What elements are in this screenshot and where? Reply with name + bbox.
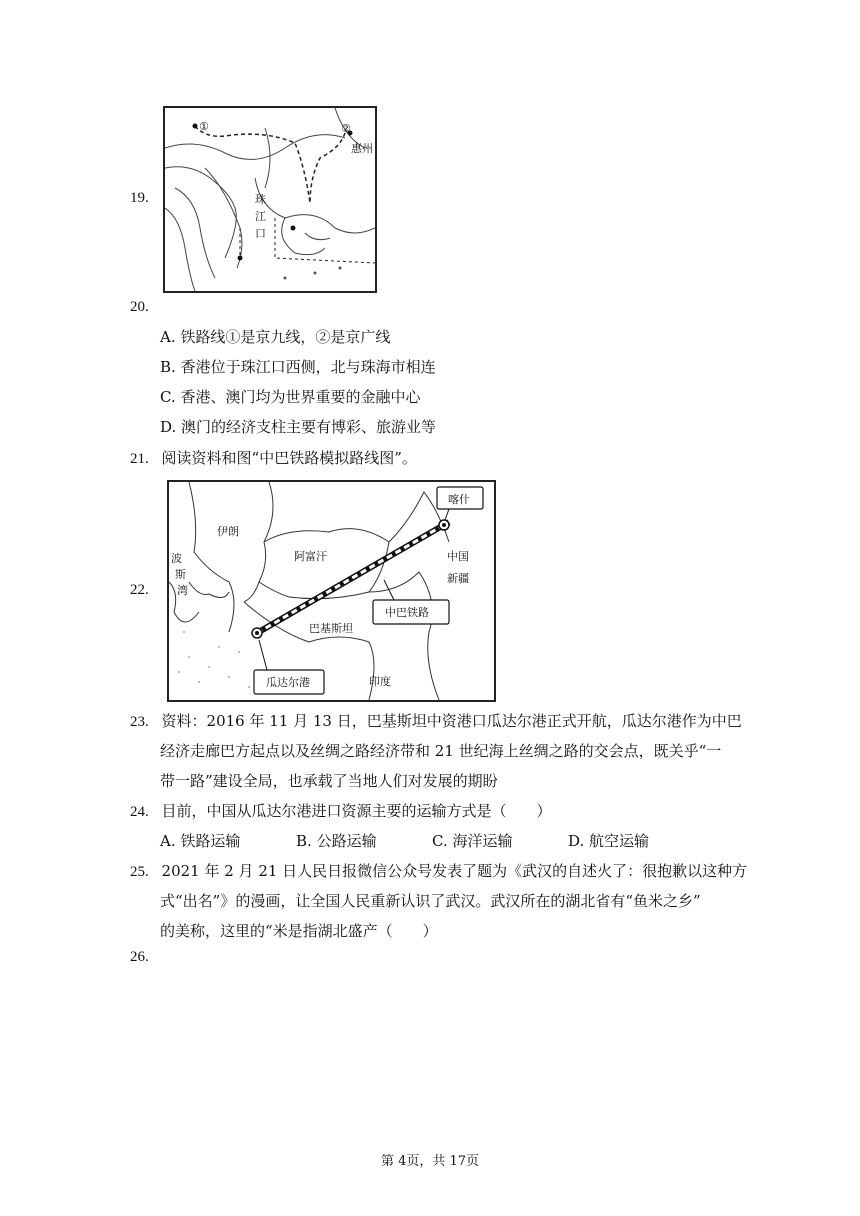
question-25-text-1: 2021 年 2 月 21 日人民日报微信公众号发表了题为《武汉的自述火了：很抱歉以这种方 xyxy=(161,862,748,880)
question-23-text-1: 资料：2016 年 11 月 13 日，巴基斯坦中资港口瓜达尔港正式开航，瓜达尔港作为中巴 xyxy=(161,712,742,730)
question-22-number: 22. xyxy=(130,582,149,598)
option-text: 香港、澳门均为世界重要的金融中心 xyxy=(180,388,421,406)
option-text: 海洋运输 xyxy=(452,832,513,850)
option-text: 铁路运输 xyxy=(180,832,241,850)
xinjiang-label: 新疆 xyxy=(447,572,469,585)
option-text: 航空运输 xyxy=(589,832,650,850)
question-23-line1 xyxy=(130,706,742,737)
q20-option-b[interactable] xyxy=(160,352,436,382)
gulf-label-1: 波 xyxy=(171,552,182,565)
question-25-text-2: 式“出名”》的漫画，让全国人民重新认识了武汉。武汉所在的湖北省有“鱼米之乡” xyxy=(160,892,701,910)
india-label: 印度 xyxy=(369,675,391,688)
q20-option-a[interactable] xyxy=(160,322,390,352)
gwadar-label: 瓜达尔港 xyxy=(266,676,310,689)
question-21-text: 阅读资料和图“中巴铁路模拟路线图”。 xyxy=(161,449,417,467)
estuary-label-1: 珠 xyxy=(255,193,266,206)
q20-option-d[interactable] xyxy=(160,412,436,442)
question-19-number: 19. xyxy=(130,190,149,206)
question-25-text-3: 的美称，这里的“米是指湖北盛产（ ） xyxy=(160,922,438,940)
huizhou-label: 惠州 xyxy=(351,142,373,155)
kashgar-label: 喀什 xyxy=(448,493,470,506)
option-text: 香港位于珠江口西侧，北与珠海市相连 xyxy=(180,358,436,376)
question-21-number: 21. xyxy=(130,451,149,467)
option-text: 澳门的经济支柱主要有博彩、旅游业等 xyxy=(181,418,437,436)
pearl-river-delta-map xyxy=(163,106,377,293)
railway-2-label: ② xyxy=(341,122,351,135)
option-letter: A. xyxy=(160,328,176,346)
gulf-label-2: 斯 xyxy=(175,568,186,581)
estuary-label-2: 江 xyxy=(255,210,266,223)
gulf-label-3: 湾 xyxy=(177,584,188,597)
question-26-number: 26. xyxy=(130,949,149,965)
q20-option-c[interactable] xyxy=(160,382,421,412)
option-text: 铁路线①是京九线，②是京广线 xyxy=(180,328,391,346)
option-letter: B. xyxy=(160,358,176,376)
question-21 xyxy=(130,443,417,474)
option-letter: C. xyxy=(432,832,448,850)
railway-1-label: ① xyxy=(199,120,209,133)
question-20-number: 20. xyxy=(130,299,149,315)
option-letter: C. xyxy=(160,388,176,406)
question-24 xyxy=(130,796,552,827)
q24-option-a[interactable] xyxy=(160,826,240,856)
china-pakistan-railway-map xyxy=(167,480,496,702)
afghanistan-label: 阿富汗 xyxy=(294,550,327,563)
china-label: 中国 xyxy=(447,550,469,563)
page-footer: 第 4页，共 17页 xyxy=(380,1154,480,1169)
option-letter: D. xyxy=(568,832,585,850)
option-text: 公路运输 xyxy=(316,832,377,850)
question-23-text-2: 经济走廊巴方起点以及丝绸之路经济带和 21 世纪海上丝绸之路的交会点，既关乎“一 xyxy=(160,742,722,760)
option-letter: A. xyxy=(160,832,176,850)
question-25-number: 25. xyxy=(130,864,149,880)
estuary-label-3: 口 xyxy=(255,227,266,240)
railway-label: 中巴铁路 xyxy=(385,606,429,619)
question-24-number: 24. xyxy=(130,804,149,820)
q24-option-c[interactable] xyxy=(432,826,513,856)
option-letter: B. xyxy=(296,832,312,850)
question-25-line1 xyxy=(130,856,747,887)
question-24-text: 目前，中国从瓜达尔港进口资源主要的运输方式是（ ） xyxy=(161,802,552,820)
question-23-number: 23. xyxy=(130,714,149,730)
pakistan-label: 巴基斯坦 xyxy=(309,622,353,635)
q24-option-d[interactable] xyxy=(568,826,649,856)
question-23-text-3: 带一路”建设全局，也承载了当地人们对发展的期盼 xyxy=(160,772,498,790)
q24-option-b[interactable] xyxy=(296,826,377,856)
iran-label: 伊朗 xyxy=(217,525,239,538)
option-letter: D. xyxy=(160,418,177,436)
